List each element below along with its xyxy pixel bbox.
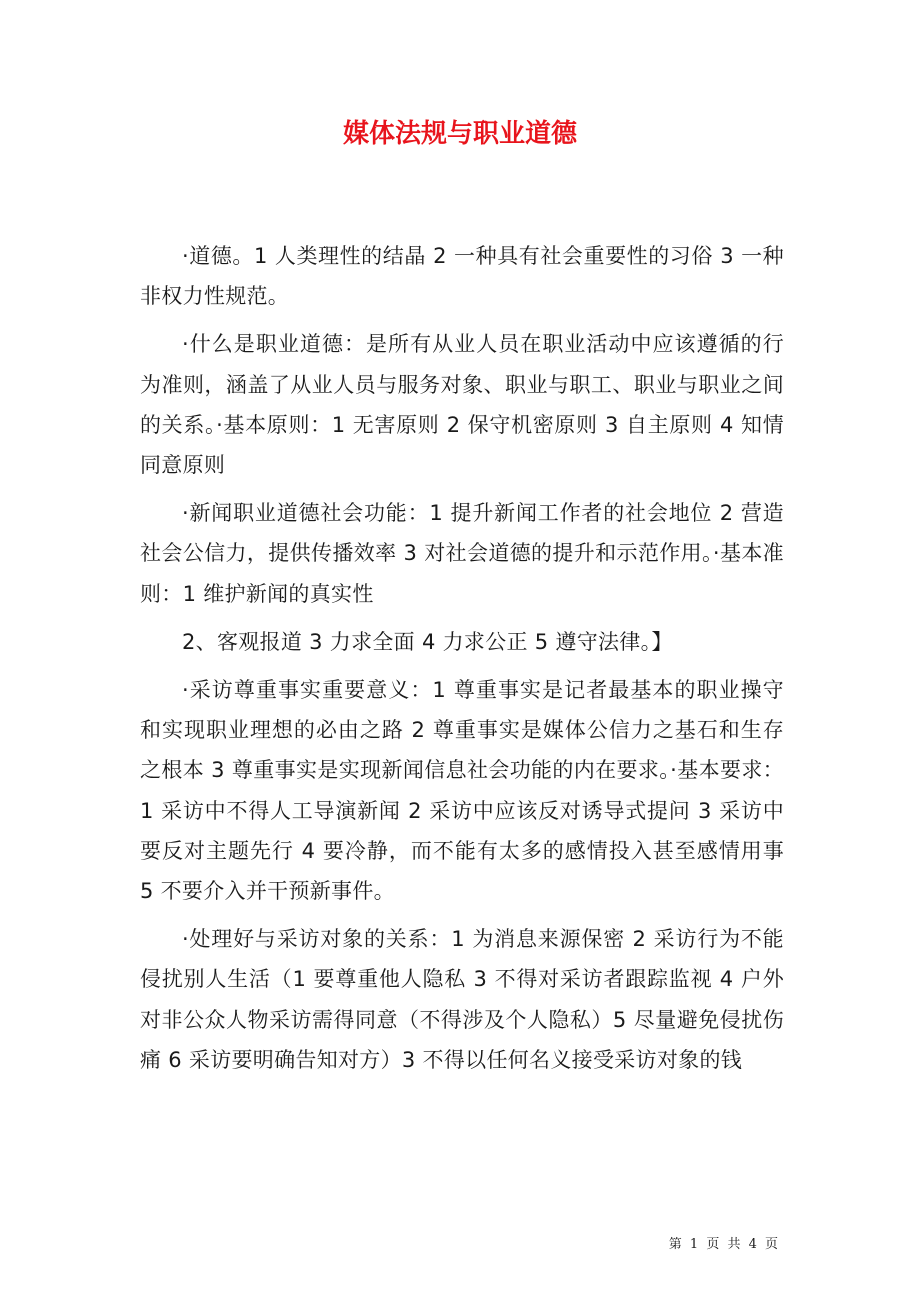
- paragraph-respect-facts: ·采访尊重事实重要意义：1 尊重事实是记者最基本的职业操守和实现职业理想的必由之路 2 尊重事实是媒体公信力之基石和生存之根本 3 尊重事实是实现新闻信息社会功能的内在要求。·基本要求：1 采访中不得人工导演新闻 2 采访中应该反对诱导式提问 3 采访中要反对主题先行 4 要冷静，而不能有太多的感情投入甚至感情用事 5 不要介入并干预新事件。: [140, 678, 784, 904]
- paragraph-interviewee-relations: ·处理好与采访对象的关系：1 为消息来源保密 2 采访行为不能侵扰别人生活（1 要尊重他人隐私 3 不得对采访者跟踪监视 4 户外对非公众人物采访需得同意（不得涉及个人隐私）5 尽量避免侵扰伤痛 6 采访要明确告知对方）3 不得以任何名义接受采访对象的钱: [140, 927, 784, 1072]
- paragraph-morality: ·道德。1 人类理性的结晶 2 一种具有社会重要性的习俗 3 一种非权力性规范。: [140, 244, 784, 309]
- page-number: 第 1 页 共 4 页: [668, 1237, 780, 1252]
- paragraph-basic-criteria: 2、客观报道 3 力求全面 4 力求公正 5 遵守法律。】: [182, 629, 673, 654]
- paragraph-news-ethics-function: ·新闻职业道德社会功能：1 提升新闻工作者的社会地位 2 营造社会公信力，提供传播效率 3 对社会道德的提升和示范作用。·基本准则：1 维护新闻的真实性: [140, 501, 784, 606]
- paragraph-professional-ethics: ·什么是职业道德：是所有从业人员在职业活动中应该遵循的行为准则，涵盖了从业人员与服务对象、职业与职工、职业与职业之间的关系。·基本原则：1 无害原则 2 保守机密原则 3 自主原则 4 知情同意原则: [140, 332, 784, 478]
- document-body: [140, 236, 784, 1080]
- page-title: 媒体法规与职业道德: [342, 119, 577, 149]
